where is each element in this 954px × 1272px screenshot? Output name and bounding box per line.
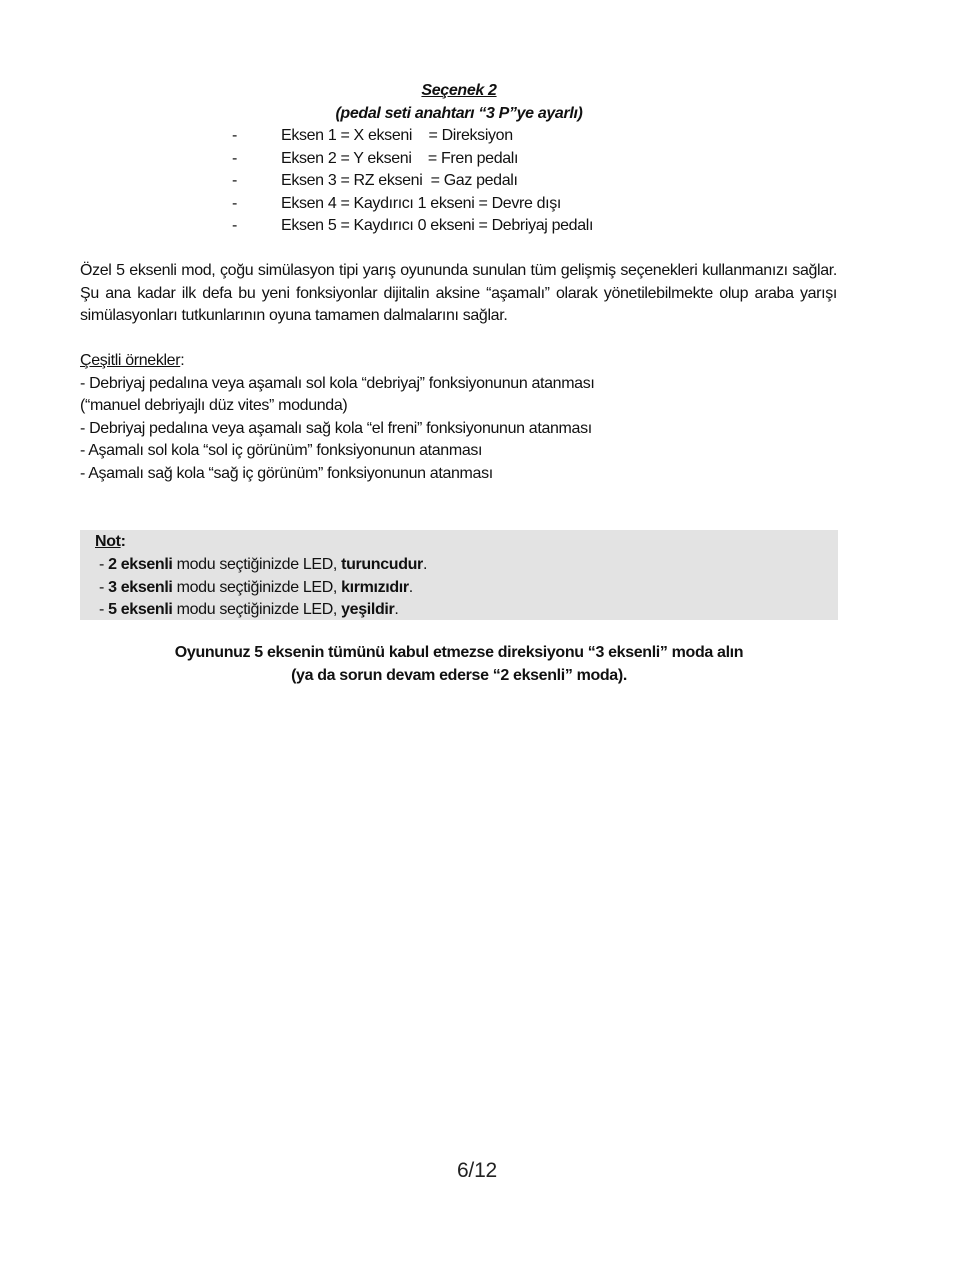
note-heading: Not — [95, 533, 121, 550]
note-dash: - — [99, 601, 109, 618]
axis-list — [232, 125, 593, 238]
example-item: - Aşamalı sol kola “sol iç görünüm” fonksiyonunun atanması — [80, 442, 483, 459]
note-end: . — [394, 601, 399, 618]
list-dash: - — [232, 127, 237, 144]
examples-heading-line — [80, 350, 840, 373]
description-paragraph: Özel 5 eksenli mod, çoğu simülasyon tipi yarış oyununda sunulan tüm gelişmiş seçenekleri kullanmanızı sağlar. Şu ana kadar ilk defa bu yeni fonksiyonlar dijitalin aksine “aşamalı” olarak yönetilebilmekte olup araba yarışı simülasyonları tutkunlarının oyuna tamamen dalmalarını sağlar. — [80, 262, 837, 324]
notice-line-1: Oyununuz 5 eksenin tümünü kabul etmezse direksiyonu “3 eksenli” moda alın — [174, 644, 744, 661]
title-option: Seçenek 2 — [421, 82, 497, 99]
page-number: 6/12 — [456, 1159, 498, 1182]
note-text: modu seçtiğinizde LED, — [172, 556, 342, 573]
note-dash: - — [99, 578, 109, 596]
note-rows — [99, 554, 427, 622]
note-mode: 3 eksenli — [108, 578, 173, 596]
axis-item — [232, 125, 593, 148]
examples-section — [80, 350, 840, 485]
example-item: - Debriyaj pedalına veya aşamalı sol kola “debriyaj” fonksiyonunun atanması — [80, 374, 595, 392]
list-dash: - — [232, 149, 237, 167]
notice-line-2: (ya da sorun devam ederse “2 eksenli” moda). — [291, 666, 627, 684]
axis-item — [232, 193, 593, 216]
example-item: - Aşamalı sağ kola “sağ iç görünüm” fonksiyonunun atanması — [80, 464, 493, 482]
note-mode: 2 eksenli — [108, 556, 173, 573]
axis-text: Eksen 5 = Kaydırıcı 0 ekseni = Debriyaj pedalı — [281, 217, 594, 234]
examples-heading: Çeşitli örnekler — [80, 352, 181, 369]
heading-colon: : — [180, 352, 185, 369]
compatibility-notice — [0, 642, 918, 687]
title-subtitle: (pedal seti anahtarı “3 P”ye ayarlı) — [335, 104, 583, 122]
note-end: . — [408, 578, 413, 596]
note-dash: - — [99, 556, 109, 573]
note-text: modu seçtiğinizde LED, — [172, 601, 342, 618]
list-dash: - — [232, 217, 237, 234]
note-row — [99, 554, 427, 577]
note-colon: : — [120, 533, 126, 550]
axis-text: Eksen 4 = Kaydırıcı 1 ekseni = Devre dışı — [281, 194, 562, 212]
axis-item — [232, 215, 593, 238]
example-item: - Debriyaj pedalına veya aşamalı sağ kola “el freni” fonksiyonunun atanması — [80, 419, 592, 437]
list-dash: - — [232, 194, 237, 212]
note-box — [80, 530, 838, 620]
note-mode: 5 eksenli — [108, 601, 173, 618]
axis-text: Eksen 3 = RZ ekseni = Gaz pedalı — [281, 172, 518, 189]
example-item: (“manuel debriyajlı düz vites” modunda) — [80, 397, 348, 414]
note-end: . — [422, 556, 428, 573]
note-row — [99, 577, 427, 600]
note-text: modu seçtiğinizde LED, — [172, 578, 342, 596]
note-led-color: yeşildir — [341, 601, 395, 618]
note-heading-line — [95, 531, 126, 554]
section-title — [0, 80, 918, 125]
note-row — [99, 599, 427, 622]
axis-text: Eksen 1 = X ekseni = Direksiyon — [281, 127, 513, 144]
axis-text: Eksen 2 = Y ekseni = Fren pedalı — [281, 149, 519, 167]
note-led-color: kırmızıdır — [341, 578, 409, 596]
axis-item — [232, 148, 593, 171]
list-dash: - — [232, 172, 237, 189]
note-led-color: turuncudur — [341, 556, 423, 573]
axis-item — [232, 170, 593, 193]
